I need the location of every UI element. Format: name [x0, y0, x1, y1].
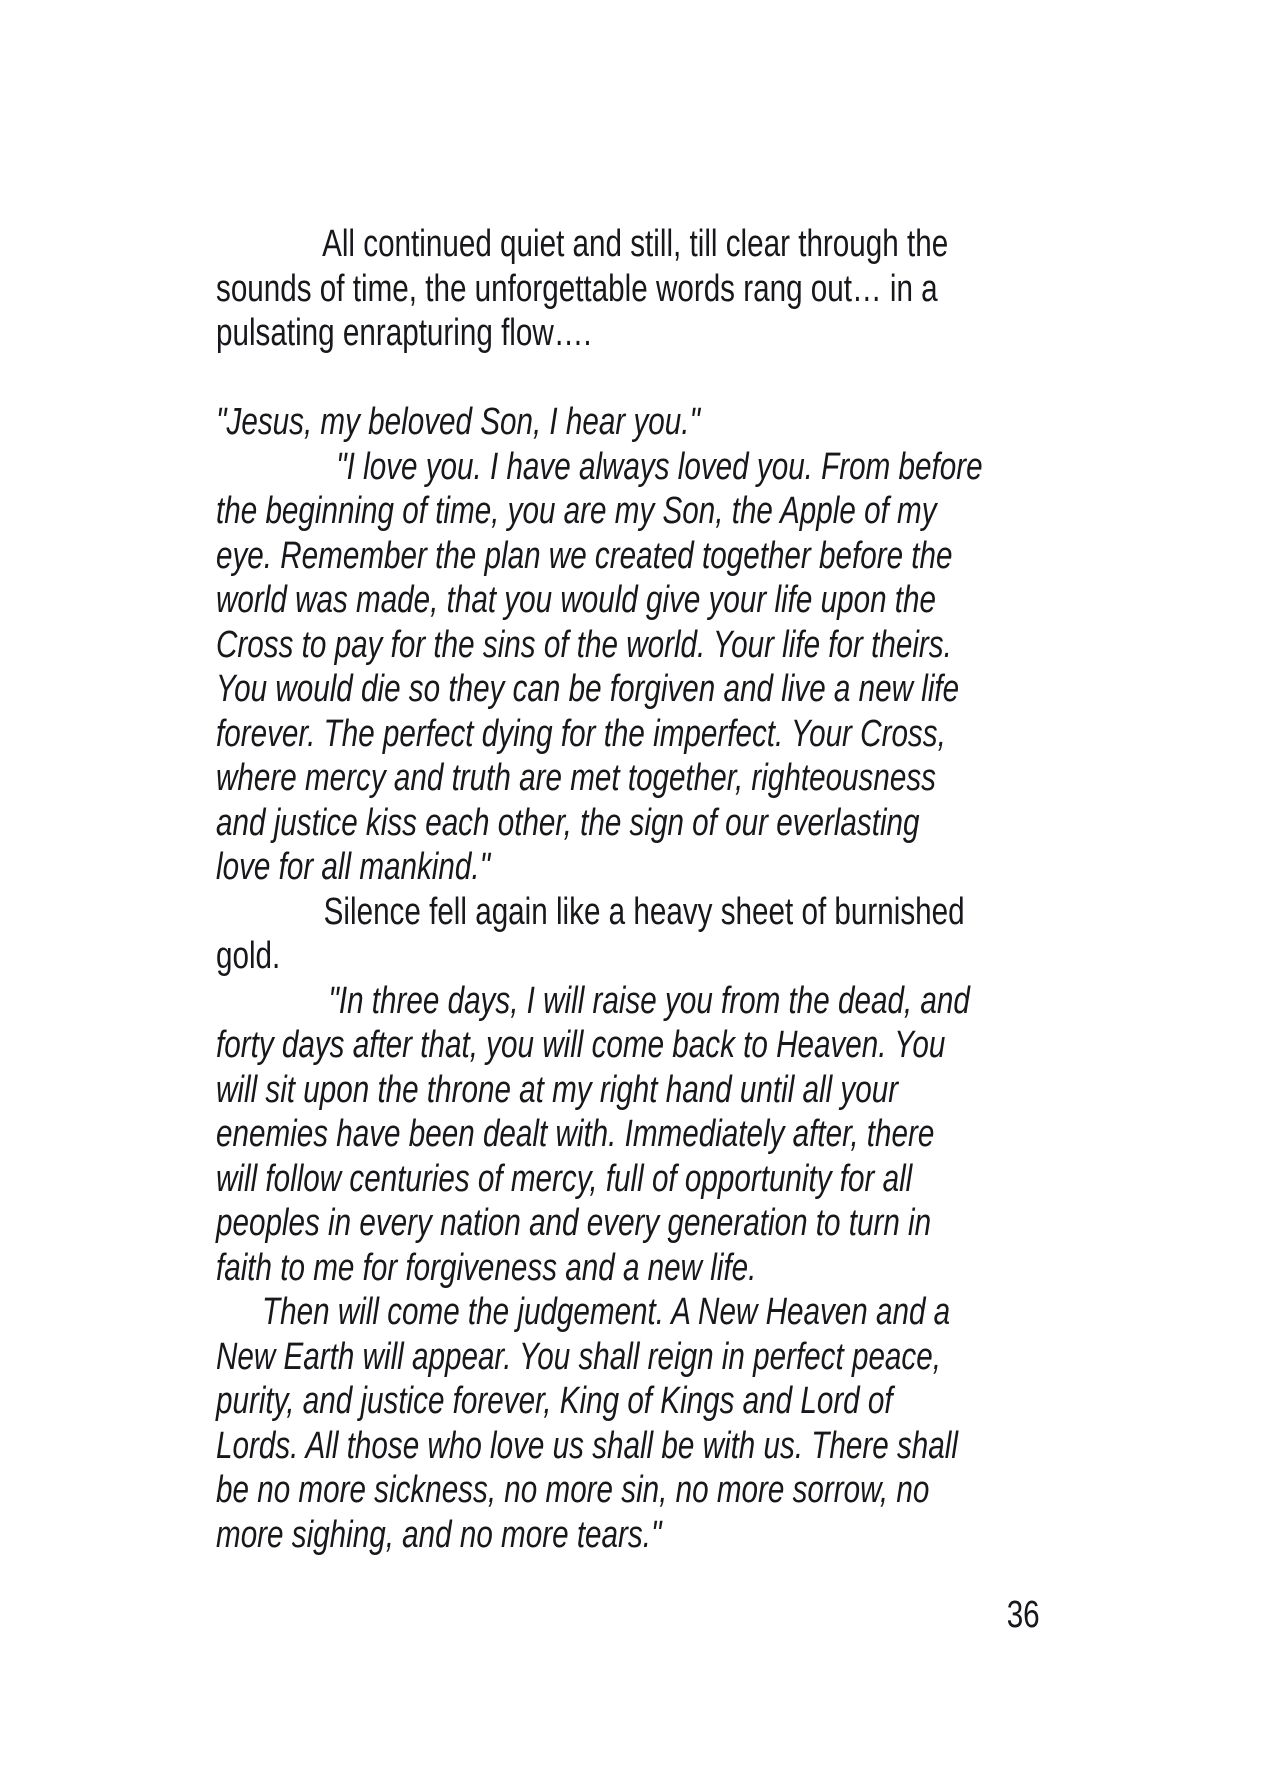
paragraph-quote-4 [216, 1290, 1040, 1557]
text-line: Cross to pay for the sins of the world. Your life for theirs. [216, 623, 952, 666]
text-line: love for all mankind." [216, 846, 491, 888]
text-line: sounds of time, the unforgettable words rang out… in a [216, 267, 938, 310]
paragraph-narration-2 [216, 890, 1040, 979]
page-number: 36 [1006, 1594, 1040, 1636]
paragraph-quote-2 [216, 445, 1040, 890]
text-line: be no more sickness, no more sin, no more sorrow, no [216, 1469, 930, 1511]
text-line: where mercy and truth are met together, righteousness [216, 757, 936, 799]
text-line: pulsating enrapturing flow…. [216, 312, 592, 354]
text-line: purity, and justice forever, King of Kings and Lord of [216, 1380, 893, 1422]
text-line: New Earth will appear. You shall reign in perfect peace, [216, 1335, 941, 1378]
text-line: "I love you. I have always loved you. From before [336, 445, 983, 488]
paragraph-quote-3 [216, 979, 1040, 1291]
text-line: All continued quiet and still, till clear through the [322, 223, 949, 265]
text-line: "Jesus, my beloved Son, I hear you." [216, 401, 701, 443]
text-line: will follow centuries of mercy, full of opportunity for all [216, 1157, 913, 1200]
text-line: Lords. All those who love us shall be with us. There shall [216, 1424, 958, 1467]
text-line: enemies have been dealt with. Immediately after, there [216, 1113, 935, 1155]
text-line: eye. Remember the plan we created together before the [216, 534, 953, 577]
text-line: faith to me for forgiveness and a new life. [216, 1246, 757, 1289]
text-line: world was made, that you would give your life upon the [216, 579, 937, 621]
text-line: gold. [216, 935, 281, 977]
text-line: peoples in every nation and every generation to turn in [216, 1202, 932, 1244]
page-text-block [216, 222, 1040, 1638]
text-line: forty days after that, you will come back to Heaven. You [216, 1024, 946, 1066]
blank-line [216, 356, 1040, 401]
text-line: forever. The perfect dying for the imperfect. Your Cross, [216, 712, 946, 755]
text-line: will sit upon the throne at my right hand until all your [216, 1068, 899, 1111]
text-line: the beginning of time, you are my Son, the Apple of my [216, 490, 937, 532]
paragraph-quote-1 [216, 400, 1040, 445]
text-line: more sighing, and no more tears." [216, 1513, 662, 1556]
text-line: You would die so they can be forgiven and live a new life [216, 668, 960, 710]
text-line: and justice kiss each other, the sign of our everlasting [216, 801, 920, 844]
text-line: "In three days, I will raise you from the dead, and [328, 979, 970, 1022]
text-line: Then will come the judgement. A New Heaven and a [262, 1291, 951, 1333]
text-line: Silence fell again like a heavy sheet of burnished [323, 890, 965, 933]
paragraph-narration-1 [216, 222, 1040, 356]
